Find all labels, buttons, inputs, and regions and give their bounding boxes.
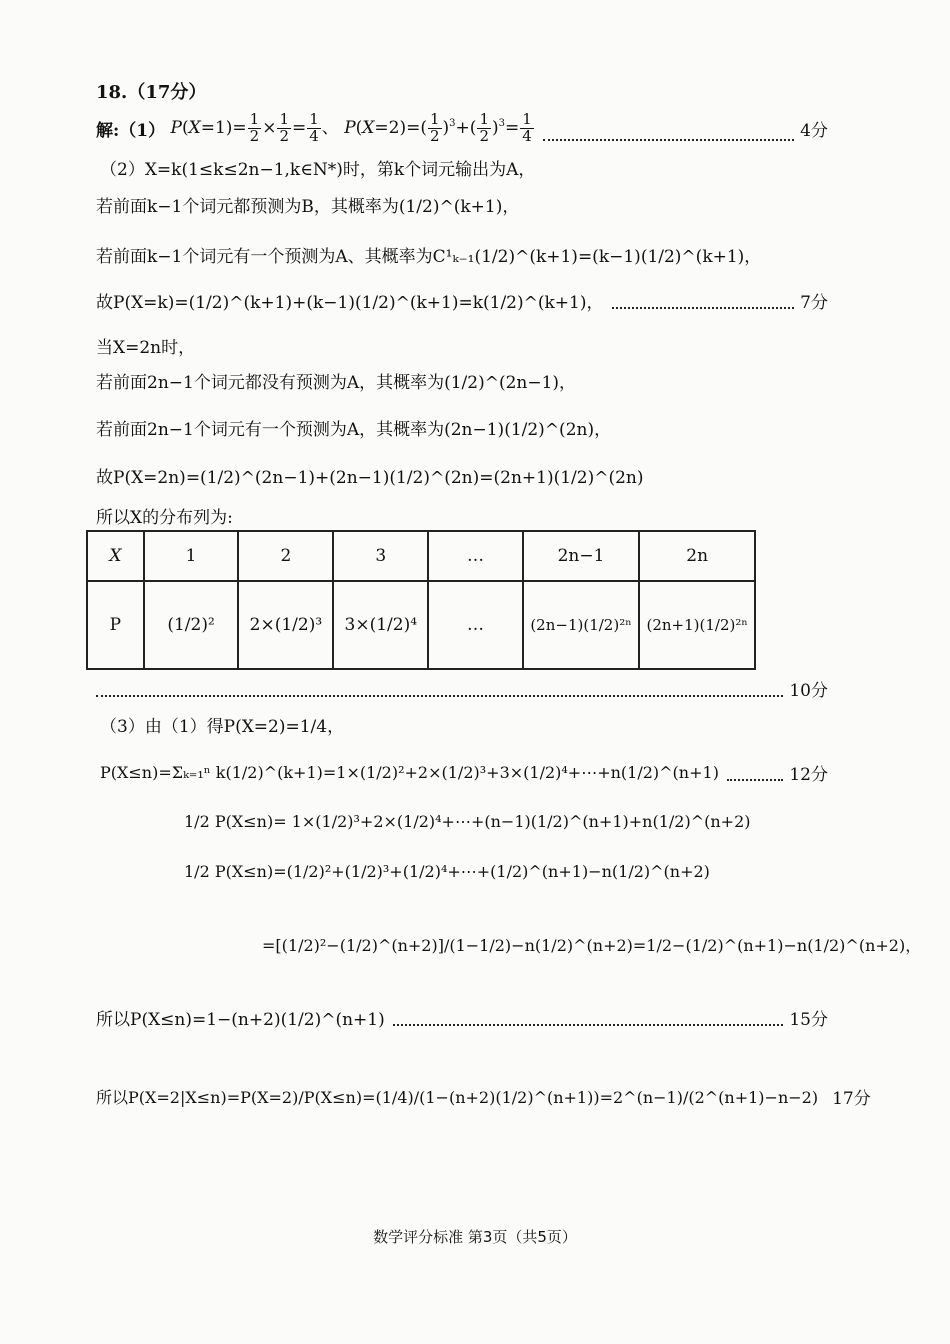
score-4: 4分 — [800, 120, 828, 141]
part2-line5: 当X=2n时， — [96, 338, 196, 358]
table-cell: P — [87, 581, 144, 669]
distribution-table — [86, 530, 756, 670]
part2-line8: 故P(X=2n)=(1/2)^(2n−1)+(2n−1)(1/2)^(2n)=(2n+1)(1/2)^(2n) — [96, 468, 644, 488]
part1-label: 解:（1） — [96, 120, 166, 141]
part2-line2: 若前面k−1个词元都预测为B，其概率为(1/2)^(k+1)， — [96, 197, 520, 217]
part3-line1: （3）由（1）得P(X=2)=1/4， — [100, 717, 345, 737]
part2-line6: 若前面2n−1个词元都没有预测为A，其概率为(1/2)^(2n−1)， — [96, 373, 577, 393]
part3-line3: 1/2 P(X≤n)= 1×(1/2)³+2×(1/2)⁴+⋯+(n−1)(1/2)^(n+1)+n(1/2)^(n+2) — [184, 812, 751, 831]
table-row — [87, 581, 755, 669]
part3-line2 — [100, 760, 828, 785]
part3-line5: =[(1/2)²−(1/2)^(n+2)]/(1−1/2)−n(1/2)^(n+2)=1/2−(1/2)^(n+1)−n(1/2)^(n+2)， — [262, 936, 922, 955]
problem-title: 18.（17分） — [96, 82, 207, 103]
table-cell: X — [87, 531, 144, 581]
table-cell: (2n−1)(1/2)²ⁿ — [523, 581, 640, 669]
score-10: 10分 — [789, 681, 828, 701]
part2-line7: 若前面2n−1个词元有一个预测为A，其概率为(2n−1)(1/2)^(2n)， — [96, 420, 612, 440]
score-12: 12分 — [789, 765, 828, 785]
table-cell: … — [428, 581, 523, 669]
table-header-row — [87, 531, 755, 581]
part2-line4 — [96, 288, 828, 313]
part2-line3: 若前面k−1个词元有一个预测为A、其概率为C¹ₖ₋₁(1/2)^(k+1)=(k−1)(1/2)^(k+1)， — [96, 247, 762, 267]
part3-line6 — [96, 1005, 828, 1030]
table-cell: (2n+1)(1/2)²ⁿ — [639, 581, 755, 669]
part2-line1: （2）X=k(1≤k≤2n−1,k∈N*)时，第k个词元输出为A， — [100, 160, 536, 180]
table-cell: (1/2)² — [144, 581, 239, 669]
part3-line7 — [96, 1084, 871, 1109]
score-17: 17分 — [832, 1089, 871, 1109]
part3-line2-text: P(X≤n)=Σₖ₌₁ⁿ k(1/2)^(k+1)=1×(1/2)²+2×(1/2)³+3×(1/2)⁴+⋯+n(1/2)^(n+1) — [100, 763, 719, 782]
part1-line: 解:（1） P(X=1)= $\frac{1}{2}$ × $\frac{1}{2}$ = $\frac{1}{4}$ 、 P(X=2)=( $\frac{1}{2}$ )$^3$+( $\frac{1}{2}$ )$^3$= $\frac{1}{4}$ 4分 — [96, 110, 828, 145]
page-footer: 数学评分标准 第3页（共5页） — [373, 1228, 577, 1246]
table-cell: 1 — [144, 531, 239, 581]
score-7: 7分 — [800, 293, 828, 313]
table-cell: 3 — [333, 531, 428, 581]
score-15: 15分 — [789, 1010, 828, 1030]
table-score-line — [96, 676, 828, 701]
part2-line9: 所以X的分布列为: — [96, 508, 233, 528]
table-cell: 2×(1/2)³ — [238, 581, 333, 669]
table-cell: … — [428, 531, 523, 581]
part3-line4: 1/2 P(X≤n)=(1/2)²+(1/2)³+(1/2)⁴+⋯+(1/2)^(n+1)−n(1/2)^(n+2) — [184, 862, 710, 881]
table-cell: 2 — [238, 531, 333, 581]
table-cell: 2n−1 — [523, 531, 640, 581]
part2-line4-text: 故P(X=k)=(1/2)^(k+1)+(k−1)(1/2)^(k+1)=k(1/2)^(k+1)， — [96, 293, 604, 313]
part3-line6-text: 所以P(X≤n)=1−(n+2)(1/2)^(n+1) — [96, 1010, 385, 1030]
table-cell: 2n — [639, 531, 755, 581]
part3-line7-text: 所以P(X=2|X≤n)=P(X=2)/P(X≤n)=(1/4)/(1−(n+2)(1/2)^(n+1))=2^(n−1)/(2^(n+1)−n−2) — [96, 1088, 819, 1107]
table-cell: 3×(1/2)⁴ — [333, 581, 428, 669]
